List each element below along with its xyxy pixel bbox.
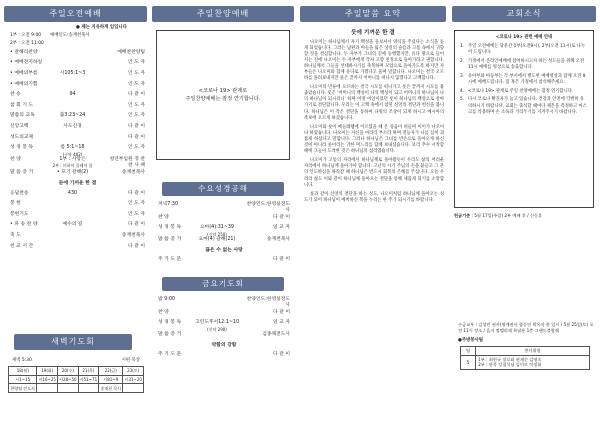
offering-text: 5월 17일(주일) 2부 예배 후 / 신동훈 — [474, 213, 543, 218]
time-row — [4, 39, 147, 47]
order-label: 성도의교제 — [10, 134, 34, 140]
order-person: 찬양인도:한영실전도사 — [246, 202, 290, 214]
dawn-cell — [123, 384, 144, 393]
order-person: 다 같 이 — [128, 92, 145, 98]
news-items — [460, 44, 588, 116]
order-person: 찬양인도:한영실전도사 — [246, 296, 290, 309]
friday-sermon-title: 약함의 강함 — [211, 342, 237, 348]
dawn-cell: 찬양팀 인도사 — [9, 384, 37, 393]
order-person: 다 같 이 — [273, 351, 290, 357]
order-label: 응답찬송 — [10, 190, 29, 196]
order-label: 참 회 기 도 — [10, 102, 34, 108]
sermon-paragraph: 나오미는 하나님께서 자기 백성을 돌보셔서 양식을 주셨다는 소식을 듣게 되었습니다. 그러는 남편과 아들을 잃은 상실의 슬픔과 고통 속에서 귀향할 것을 결심합니다. 두 자부가 그녀의 길에 동행했지만, 유다 땅으로 들어서는 길에 나오미는 두 자부에게 각자 고향 친정으로 돌아가라고 권합니다. 하나님께서 그들을 선대하시기를 축복하며 모압으로 돌아가도록 하지만 자부들은 나오미와 함께 유다로 가겠다고 울며 말합니다. 나오미는 결국 오르바를 돌려보내지만 룻은 끝까지 어머니를 떠나지 않겠다고 고백합니다. — [304, 39, 444, 82]
order-detail: 출3:23~24 — [59, 113, 86, 119]
dawn-prayer-info — [8, 358, 144, 393]
time-presider — [44, 41, 147, 47]
dawn-cell: 시28~50 — [58, 375, 79, 384]
dawn-row — [9, 366, 144, 375]
wednesday-order — [152, 196, 294, 267]
order-row — [10, 135, 145, 146]
volunteer-header-cell: 봉사위원 — [476, 346, 590, 355]
order-row — [10, 60, 145, 71]
order-row — [10, 191, 145, 202]
worship-note: ● 제는 지유하게 입입니다 — [76, 25, 127, 30]
dawn-cell: 송재천 목사 — [99, 384, 123, 393]
news-item — [460, 97, 588, 116]
order-row — [10, 222, 145, 233]
order-person: 다 같 이 — [128, 243, 145, 249]
order-row — [10, 244, 145, 255]
volunteer-heading: ●주방봉사팀 — [458, 337, 484, 343]
order-row — [158, 320, 290, 332]
news-text: 다시 코로나 확진자가 늘고 있습니다. 건강과 안전에 각별히 유의하시기 바랍니다. 교회는 출석할 때마다 체온을 측정하고 마스크를 착용하며 손 소독과 거리두기를 지켜주시기 바랍니다. — [468, 97, 587, 115]
order-label: • 예배전지하실 — [10, 60, 43, 66]
order-detail: 요마(4):31~39 (신약 250) — [188, 225, 246, 237]
order-label: 축 도 — [10, 232, 21, 238]
dawn-cell — [37, 384, 58, 393]
volunteer-header — [461, 346, 590, 355]
order-row — [10, 233, 145, 244]
order-label: 친 교 시 간 — [10, 243, 34, 249]
column-other-services — [152, 6, 294, 362]
praise-postponed-box — [156, 30, 290, 160]
announcements — [452, 322, 596, 370]
order-subdetail: (구약 402) — [62, 151, 83, 157]
order-person: 송재천목사 — [121, 169, 145, 175]
news-number: 5. — [460, 97, 465, 103]
order-label: 말 씀 증 거 — [158, 237, 182, 243]
order-detail: 시105:1~3 — [59, 71, 86, 76]
order-detail: 사도신경 — [63, 123, 82, 129]
order-label: 찬 양 — [158, 214, 169, 220]
order-label: 주 기 도 문 — [158, 351, 182, 357]
order-person: 송재천목사 — [121, 232, 145, 238]
time-label: 2부 : 오전 11:00 — [10, 40, 44, 46]
order-label: 밤 9:00 — [158, 296, 175, 302]
dawn-cell: 21(목) — [78, 366, 99, 375]
order-row — [158, 257, 290, 267]
order-row — [10, 103, 145, 114]
order-detail: 94 — [69, 92, 76, 98]
column-church-news — [452, 6, 596, 219]
news-item — [460, 89, 588, 95]
order-row — [10, 212, 145, 223]
dawn-row — [9, 375, 144, 384]
order-label: 봉 헌 — [10, 201, 21, 207]
announce-label: 수금교우 : — [458, 322, 477, 327]
offering-line: 헌금기준 : 5월 17일(주일) 2부 예배 후 / 신동훈 — [454, 213, 543, 218]
order-label: 신앙고백 — [10, 123, 29, 129]
worship-order — [4, 47, 147, 254]
news-text: 주일 오전예배는 당분간 1부(오전9시), 2부(오전 11시)로 나누어 드립니다. — [468, 44, 586, 56]
postponed-line-2: 주일찬양예배는 잠정 연기합니다. — [185, 96, 261, 102]
order-label: • 예배의기쁨 — [10, 81, 38, 87]
dawn-row — [9, 384, 144, 393]
order-row — [158, 215, 290, 225]
dawn-cell: 22(금) — [99, 366, 123, 375]
order-row — [158, 297, 290, 310]
dawn-cell — [58, 384, 79, 393]
dawn-prayer-banner: 새벽기도회 — [14, 334, 132, 350]
order-label: 성 경 봉 독 — [158, 320, 182, 326]
column-sermon-summary — [300, 6, 446, 207]
news-text: 가정에서 온라인예배에 참여하시고자 하는 성도들을 위해 오전 11시 예배를 영상으로 송출합니다. — [468, 59, 585, 71]
dawn-cell: 18(월) — [9, 366, 37, 375]
order-person: 인 도 자 — [128, 60, 145, 66]
dawn-topic: 시편 묵상 — [121, 358, 140, 363]
sermon-paragraph: 나오미와 룻이 베들레헴에 이르렀을 때 온 성읍이 떠들며 이이가 나오미냐 하였습니다. 나오미는 자신을 마라라 부르라 하며 전능자가 나를 심히 괴롭게 하셨다고 말합니다. 그러나 하나님은 그녀를 빈손으로 돌아오게 하신 것이 아니라 룻이라는 귀한 며느리를 함께 보내셨습니다. 보리 추수 시작할 때에 그들이 도착한 것은 하나님의 섭리였습니다. — [304, 124, 444, 155]
order-person: 인 도 자 — [128, 113, 145, 119]
order-detail: 롬 5:1~18 (구약 402) — [40, 145, 105, 157]
order-person: 인 도 자 — [128, 81, 145, 87]
dawn-cell: 19(화) — [37, 366, 58, 375]
order-row — [158, 237, 290, 247]
wednesday-banner: 수요성경공해 — [162, 182, 284, 196]
dawn-cell: 20(수) — [58, 366, 79, 375]
order-detail: 1부 : 사랑은 2부 : 미하이 플레이 할 — [40, 157, 105, 169]
order-row — [158, 352, 290, 362]
news-number: 2. — [460, 59, 465, 65]
order-label: 봉헌기도 — [10, 211, 29, 217]
news-number: 4. — [460, 88, 465, 94]
news-item — [460, 74, 588, 86]
order-person: 송재천목사 — [266, 237, 290, 243]
dawn-cell: 시1~15 — [9, 375, 37, 384]
order-person: 다 같 이 — [128, 222, 145, 228]
postponed-line-1: <코로나 19> 관계로 — [198, 87, 248, 94]
announce-list — [452, 322, 596, 335]
dawn-cell: 23(토) — [123, 366, 144, 375]
dawn-cell: 시81~9 — [99, 375, 123, 384]
order-person: 예배찬찬양팀 — [117, 49, 145, 55]
order-subdetail: (신약 290) — [207, 326, 227, 332]
order-person: 인 도 자 — [128, 145, 145, 151]
dawn-schedule-table — [8, 366, 144, 393]
column-sunday-worship — [4, 6, 147, 254]
order-label: 찬 양 — [10, 157, 21, 163]
volunteer-table — [460, 346, 590, 371]
order-person: 인 도 자 — [128, 201, 145, 207]
time-label: 1부 : 오전 9:00 — [10, 32, 42, 38]
dawn-cell — [78, 384, 99, 393]
volunteer-team: 5 — [461, 355, 476, 370]
order-person: 다 같 이 — [128, 134, 145, 140]
sermon-paragraph: 룻과 같이 신앙의 결단을 하는 성도, 나오미처럼 하나님께 돌아오는 성도가 되어 하나님이 예비하신 복을 누리는 한 주가 되시기를 바랍니다. — [304, 191, 444, 203]
order-person: 일 교 자 — [273, 320, 290, 326]
sermon-title: 듯에 기꺼운 한 결 — [351, 30, 395, 36]
order-row — [10, 201, 145, 212]
order-row — [158, 332, 290, 342]
news-text: 유아부와 아동부는 각 부서에서 별도한 예배영상과 함께 오전 9시에 예배드립니다. 집 혹은 가정에서 참석해주세요. — [468, 73, 586, 86]
volunteer-header-cell: 팀 — [461, 346, 476, 355]
order-label: • 갈해리찬양 — [10, 49, 38, 55]
order-detail: 요마(4) 갈해(21) — [198, 237, 236, 243]
order-detail: 고린도후서12:1~10 (신약 290) — [188, 320, 246, 332]
offering-label: 헌금기준 — [454, 213, 471, 218]
church-news-banner: 교회소식 — [452, 6, 596, 22]
volunteer-row — [461, 355, 590, 370]
order-person: 다 같 이 — [273, 309, 290, 315]
news-item — [460, 44, 588, 56]
order-row — [10, 170, 145, 181]
order-label: 성 경 봉 독 — [158, 225, 182, 231]
dawn-cell: 시31~20 — [123, 375, 144, 384]
order-row — [10, 113, 145, 124]
order-row — [158, 225, 290, 237]
news-text: <코로나 19> 관계로 주일 찬양예배는 잠정 연기합니다. — [468, 88, 574, 94]
order-person: 다 같 이 — [273, 256, 290, 262]
order-person: 인 도 자 — [128, 102, 145, 108]
announce-item — [458, 322, 596, 335]
worship-times — [4, 31, 147, 47]
order-detail: 430 — [67, 190, 78, 196]
order-row — [10, 82, 145, 93]
sermon-body — [300, 40, 446, 204]
announce-text: 김성민 권사(명예권사 합동연 박옥자 한 일시 / 5월 25일(토) 오전 11시 장소 / 을지 컴벨리제 특답용 1층 그랜드블랑쉐 — [458, 322, 594, 334]
order-label: 말씀의 교독 — [10, 113, 35, 119]
friday-banner: 금요기도회 — [162, 277, 284, 291]
order-label: 주 기 도 문 — [158, 256, 182, 262]
order-label: 말 씀 증 거 — [10, 169, 34, 175]
sermon-paragraph: 나오미가 고통의 자리에서 하나님께로 돌아왔듯이 우리도 삶의 어려운 자리에서 하나님께 돌아가야 합니다. 고난의 시기 주님의 손을 붙들고 그 분의 인도하심을 따라갈 때 하나님은 반드시 회복의 은혜를 주십니다. 오늘 우리의 삶도 이와 같이 하나님께 돌아오는 결단을 통해 새롭게 되기를 소망합니다. — [304, 158, 444, 188]
news-number: 3. — [460, 73, 465, 79]
order-row — [158, 202, 290, 215]
praise-worship-banner: 주일찬양예배 — [152, 6, 294, 22]
sermon-title-center: 듣에 기꺼운 한 결 — [58, 180, 97, 186]
order-detail: 예수의 길 — [62, 222, 83, 228]
news-heading: <코로나 19> 관련 예배 안내 — [495, 35, 553, 40]
order-row — [158, 310, 290, 320]
order-label: 성 경 봉 독 — [10, 145, 34, 151]
news-number: 1. — [460, 44, 465, 50]
news-box — [454, 30, 594, 208]
order-person: 인 도 자 — [128, 211, 145, 217]
dawn-cell: 시51~71 — [78, 375, 99, 384]
order-label: 찬 송 — [10, 92, 21, 98]
news-item — [460, 59, 588, 71]
sunday-worship-banner: 주일오전예배 — [4, 6, 147, 22]
order-detail: • 포기 갈해(2) — [56, 169, 89, 175]
order-person: 다 같 이 — [273, 214, 290, 220]
order-subdetail: 2부 : 미하이 플레이 할 — [52, 163, 93, 169]
dawn-time: 새벽 5:30 — [12, 358, 32, 363]
order-subdetail: (신약 250) — [207, 231, 227, 237]
order-person: 다 같 이 — [128, 190, 145, 196]
sermon-paragraph: 나오미의 만류에 오르바는 결국 시모를 떠나가고 롯은 끝까지 시모를 붙좇았습니다. 롯은 '어머니의 백성이 나의 백성이 되고 어머니의 하나님이 나의 하나님이 되시리니' 하며 이방 여인이었던 롯이 하나님의 백성으로 살아가기로 결단합니다. 우리는 이 고백 속에서 참된 신앙의 결단과 헌신을 봅니다. 하나님은 이 작은 결단을 통하여 다윗의 조상이 되게 하시고 메시아의 족보에 오르게 하셨습니다. — [304, 85, 444, 121]
order-label: 말 씀 증 거 — [158, 332, 182, 338]
dawn-cell: 시16~25 — [37, 375, 58, 384]
volunteer-members: 1부 : 최현규 장로와 권재순 김영숙 2부 : 한목 강철석님 김미르 이정화 — [476, 355, 590, 370]
order-person: 김종채전도사 — [262, 332, 290, 338]
order-person: 다 같 이 — [128, 123, 145, 129]
order-row — [10, 145, 145, 157]
order-person: 청년부임원 정 찬 찬 사 때 — [109, 157, 145, 169]
order-row — [10, 50, 145, 61]
order-label: • 파 송 찬 양 — [10, 222, 38, 228]
order-person: 인 도 자 — [128, 71, 145, 76]
order-person: 일 교 자 — [273, 225, 290, 231]
order-row — [10, 71, 145, 82]
order-label: 찬 양 — [158, 309, 169, 315]
order-row — [10, 92, 145, 103]
time-row — [4, 31, 147, 39]
order-label: • 예배의부름 — [10, 71, 38, 76]
friday-order — [152, 291, 294, 362]
wednesday-sermon-title: 끊은 수 없는 사랑 — [205, 247, 243, 253]
sermon-summary-banner: 주일말씀 요약 — [300, 6, 446, 22]
time-presider: 예배인도:송재천목사 — [50, 32, 90, 38]
order-row — [10, 124, 145, 135]
order-row — [10, 157, 145, 170]
order-label: 저녁7:30 — [158, 202, 179, 207]
